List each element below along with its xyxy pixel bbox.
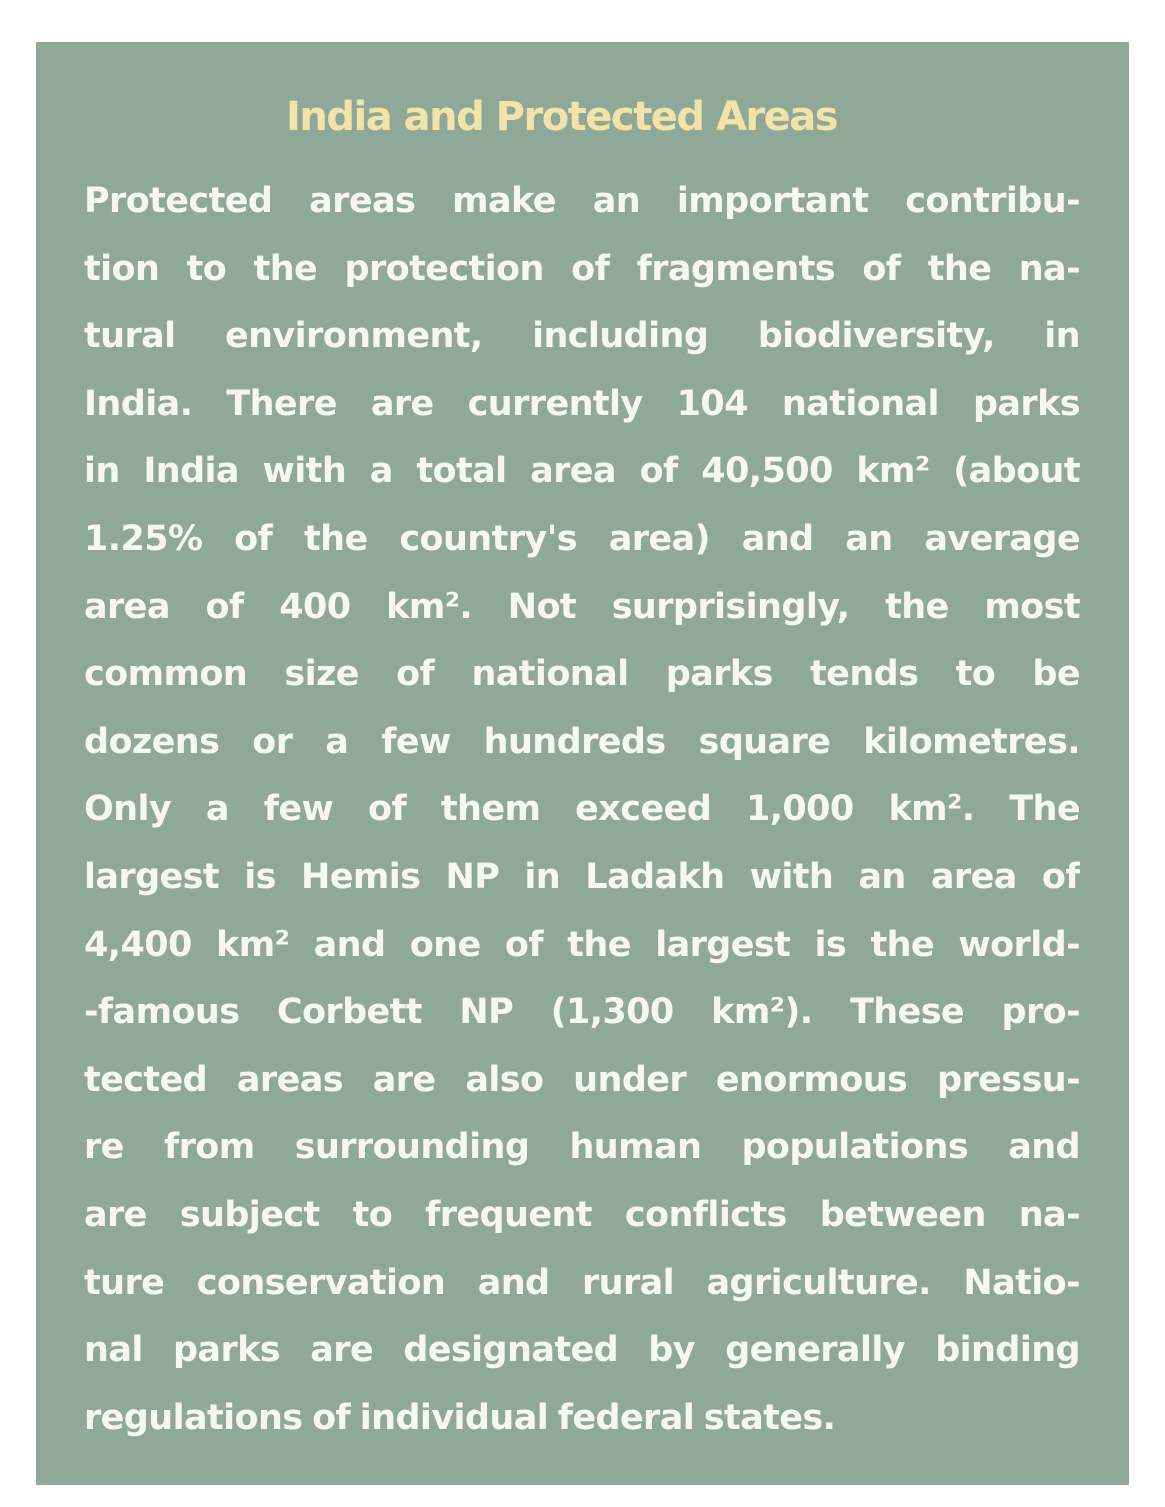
text-line: are subject to frequent conflicts between na- [84, 1194, 1080, 1235]
text-line: ture conservation and rural agriculture. Natio- [84, 1262, 1080, 1303]
text-line: dozens or a few hundreds square kilometres. [84, 721, 1080, 762]
text-line: tected areas are also under enormous pressu- [84, 1059, 1080, 1100]
box-title: India and Protected Areas [286, 94, 838, 140]
info-box [36, 42, 1129, 1485]
text-line: -famous Corbett NP (1,300 km²). These pro- [84, 992, 1080, 1033]
text-line: Protected areas make an important contribu- [84, 181, 1080, 221]
text-line: in India with a total area of 40,500 km² (about [84, 451, 1080, 492]
text-line: area of 400 km². Not surprisingly, the most [84, 586, 1080, 627]
text-line: regulations of individual federal states. [84, 1397, 836, 1438]
text-line: 4,400 km² and one of the largest is the world- [84, 924, 1080, 965]
text-line: Only a few of them exceed 1,000 km². The [84, 789, 1080, 830]
text-line: tural environment, including biodiversity, in [84, 316, 1080, 357]
text-line: common size of national parks tends to be [84, 654, 1080, 695]
text-line: India. There are currently 104 national parks [84, 383, 1080, 424]
body-text [84, 179, 1080, 1463]
text-line: tion to the protection of fragments of the na- [84, 248, 1080, 289]
text-line: nal parks are designated by generally binding [84, 1330, 1080, 1371]
text-line: largest is Hemis NP in Ladakh with an area of [84, 856, 1080, 897]
text-line: re from surrounding human populations and [84, 1127, 1080, 1168]
text-line: 1.25% of the country's area) and an average [84, 518, 1080, 559]
